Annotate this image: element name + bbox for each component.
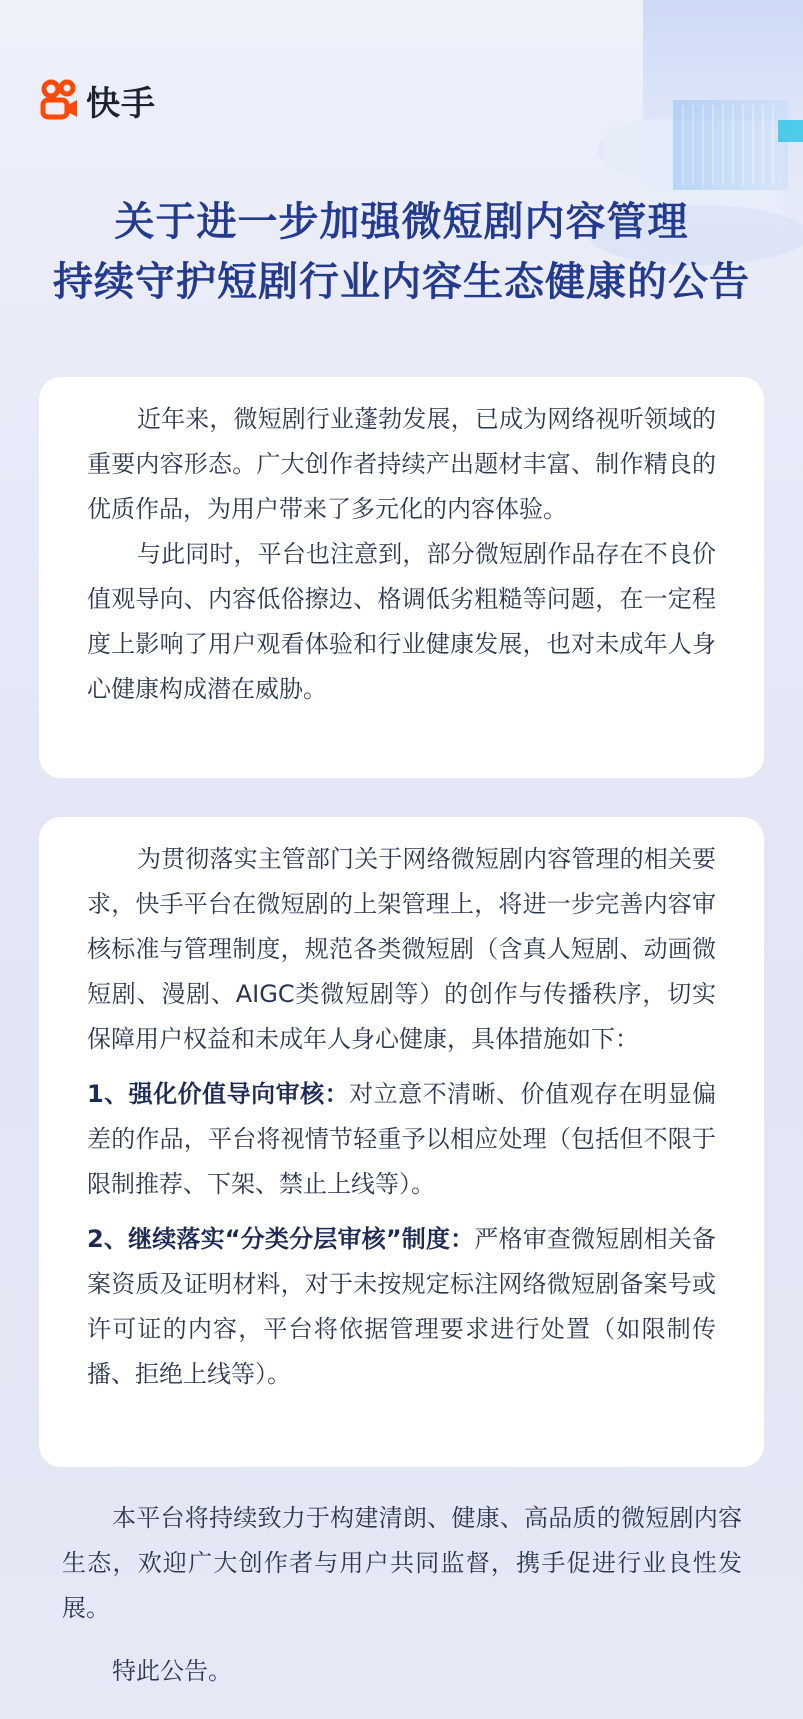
closing-notice: 特此公告。 <box>112 1657 232 1685</box>
background-paragraph-1: 近年来，微短剧行业蓬勃发展，已成为网络视听领域的重要内容形态。广大创作者持续产出题材丰富、制作精良的优质作品，为用户带来了多元化的内容体验。 <box>87 405 716 523</box>
measure-item-1-body: 对立意不清晰、价值观存在明显偏差的作品，平台将视情节轻重予以相应处理（包括但不限于限制推荐、下架、禁止上线等）。 <box>87 1080 716 1198</box>
background-card <box>39 377 764 778</box>
brand-name: 快手 <box>86 84 156 124</box>
closing-paragraph: 本平台将持续致力于构建清朗、健康、高品质的微短剧内容生态，欢迎广大创作者与用户共同监督，携手促进行业良性发展。 <box>62 1504 742 1622</box>
background-paragraph-2: 与此同时，平台也注意到，部分微短剧作品存在不良价值观导向、内容低俗擦边、格调低劣粗糙等问题，在一定程度上影响了用户观看体验和行业健康发展，也对未成年人身心健康构成潜在威胁。 <box>87 540 716 703</box>
kuaishou-logo <box>40 76 156 125</box>
closing-section <box>62 1496 742 1694</box>
measure-item-1 <box>87 1072 716 1207</box>
measure-item-2-body: 严格审查微短剧相关备案资质及证明材料，对于未按规定标注网络微短剧备案号或许可证的内容，平台将依据管理要求进行处置（如限制传播、拒绝上线等）。 <box>87 1225 717 1388</box>
measure-item-2 <box>87 1217 716 1397</box>
announcement-title <box>0 192 803 312</box>
measures-intro: 为贯彻落实主管部门关于网络微短剧内容管理的相关要求，快手平台在微短剧的上架管理上，将进一步完善内容审核标准与管理制度，规范各类微短剧（含真人短剧、动画微短剧、漫剧、AIGC类微短剧等）的创作与传播秩序，切实保障用户权益和未成年人身心健康，具体措施如下： <box>87 845 716 1053</box>
measures-card <box>39 817 764 1467</box>
measure-item-1-heading: 1、强化价值导向审核： <box>87 1080 350 1108</box>
measure-item-2-heading: 2、继续落实“分类分层审核”制度： <box>87 1225 475 1253</box>
title-line-1: 关于进一步加强微短剧内容管理 <box>114 199 689 245</box>
kuaishou-logo-icon <box>40 79 80 123</box>
title-line-2: 持续守护短剧行业内容生态健康的公告 <box>53 259 750 305</box>
